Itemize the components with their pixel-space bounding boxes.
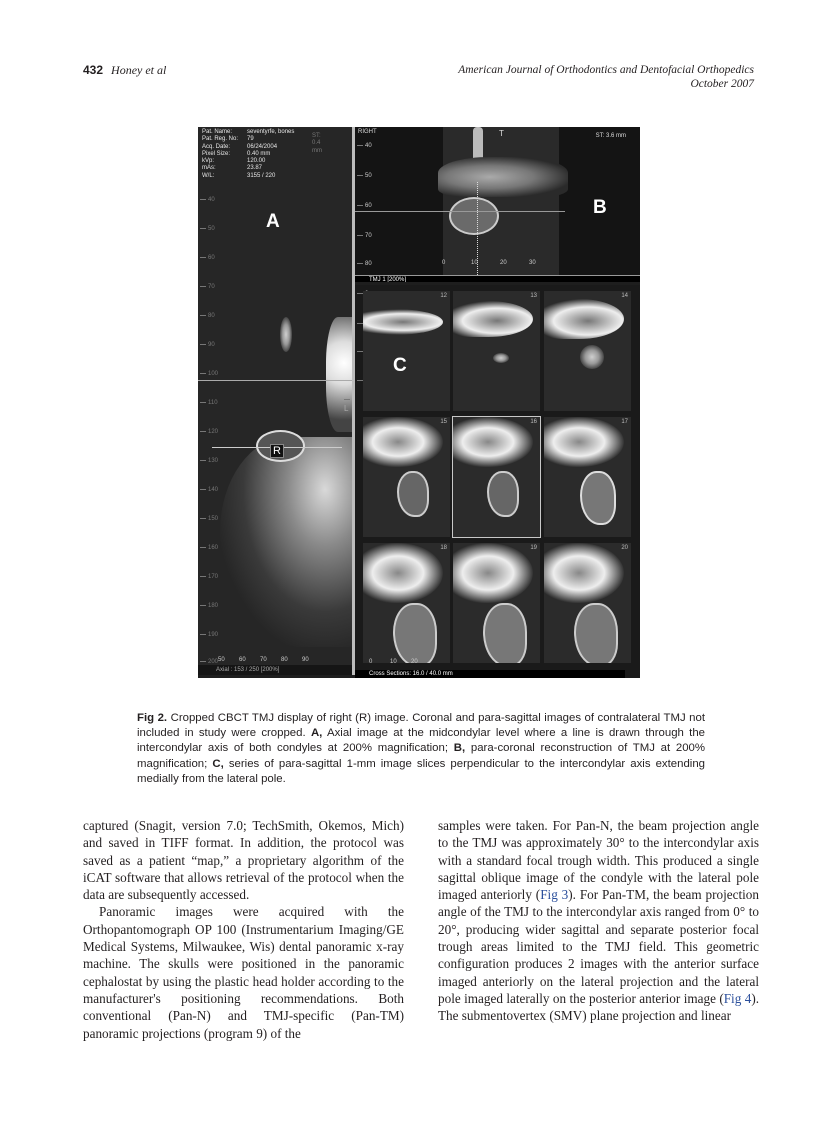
bone-image bbox=[544, 417, 624, 467]
orientation-label: RIGHT bbox=[358, 129, 377, 135]
body-column-left bbox=[83, 817, 404, 1042]
info-key: mAs: bbox=[202, 165, 216, 172]
ruler-tick: 20 bbox=[500, 260, 507, 266]
slice-20[interactable] bbox=[544, 543, 631, 663]
info-key: Pixel Size: bbox=[202, 150, 231, 157]
condyle-image bbox=[397, 471, 429, 517]
ruler-tick: 30 bbox=[529, 260, 536, 266]
slice-19[interactable] bbox=[453, 543, 540, 663]
ruler-tick: 140 bbox=[200, 487, 218, 493]
vertical-ruler bbox=[200, 127, 220, 675]
ruler-tick: 70 bbox=[357, 233, 372, 239]
condyle-image bbox=[483, 603, 527, 663]
slice-number: 13 bbox=[530, 293, 537, 299]
panel-b-paracoronal bbox=[355, 127, 640, 282]
paragraph: captured (Snagit, version 7.0; TechSmith, Okemos, Mich) and saved in TIFF format. In addition, the protocol was saved as a patient “map,” a proprietary algorithm of the iCAT software that allows retrieval of the protocol when the data are subsequently accessed. bbox=[83, 818, 404, 903]
ruler-tick: 90 bbox=[302, 657, 309, 663]
bone-image bbox=[363, 543, 443, 603]
info-value: 0.40 mm bbox=[247, 150, 271, 157]
bone-image bbox=[363, 309, 443, 335]
figure-caption bbox=[137, 711, 705, 787]
condyle-label-r: R bbox=[270, 444, 284, 458]
side-marker: L bbox=[344, 395, 352, 413]
ruler-tick: 80 bbox=[357, 261, 372, 267]
info-key: kVp: bbox=[202, 158, 215, 165]
info-value: 23.87 bbox=[247, 165, 263, 172]
slice-number: 18 bbox=[440, 545, 447, 551]
info-value: 3155 / 220 bbox=[247, 172, 276, 179]
ruler-tick: 70 bbox=[260, 657, 267, 663]
ruler-tick: 20 bbox=[411, 659, 418, 665]
bone-image bbox=[363, 417, 443, 467]
ruler-tick: 110 bbox=[200, 400, 218, 406]
info-value: 79 bbox=[247, 136, 254, 143]
panel-a-axial bbox=[198, 127, 355, 675]
panel-label-c: C bbox=[393, 355, 407, 376]
fossa-image bbox=[438, 157, 568, 197]
ruler-tick: 180 bbox=[200, 603, 218, 609]
journal-title: American Journal of Orthodontics and Dentofacial Orthopedics bbox=[458, 64, 754, 76]
bone-image bbox=[544, 299, 624, 339]
ruler-tick: 190 bbox=[200, 632, 218, 638]
ruler-tick: 0 bbox=[442, 260, 446, 266]
ruler-tick: 50 bbox=[357, 173, 372, 179]
axial-reference-line bbox=[198, 380, 352, 381]
bone-image bbox=[453, 543, 533, 603]
ruler-tick: 60 bbox=[200, 255, 215, 261]
ruler-tick: 0 bbox=[369, 659, 373, 665]
ruler-tick: 120 bbox=[200, 429, 218, 435]
ruler-tick: 50 bbox=[218, 657, 225, 663]
condyle-image bbox=[580, 471, 616, 525]
ruler-tick: 60 bbox=[239, 657, 246, 663]
info-value: 06/24/2004 bbox=[247, 143, 278, 150]
ruler-tick: 10 bbox=[390, 659, 397, 665]
dentition-image bbox=[326, 317, 355, 432]
paragraph-text: ). The submentovertex (SMV) plane projection and linear bbox=[438, 990, 760, 1024]
slice-number: 17 bbox=[621, 419, 628, 425]
caption-label: Fig 2. bbox=[137, 712, 168, 724]
top-marker: T bbox=[499, 129, 504, 138]
ruler-tick: 50 bbox=[200, 226, 215, 232]
info-key: Pat. Name: bbox=[202, 129, 233, 135]
info-key: Acq. Date: bbox=[202, 143, 231, 150]
condyle-image bbox=[574, 603, 618, 663]
panel-c-parasagittal-slices bbox=[355, 285, 640, 678]
slice-17[interactable] bbox=[544, 417, 631, 537]
info-value: 120.00 bbox=[247, 158, 266, 165]
issue-date: October 2007 bbox=[690, 78, 754, 90]
slice-16-selected[interactable] bbox=[453, 417, 540, 537]
caption-c-label: C, bbox=[212, 757, 224, 770]
info-value: seventyrfe, bones bbox=[247, 129, 295, 135]
slice-13[interactable] bbox=[453, 291, 540, 411]
bone-image bbox=[544, 543, 624, 603]
running-authors: Honey et al bbox=[111, 63, 167, 77]
figure-reference-link[interactable]: Fig 3 bbox=[540, 887, 569, 903]
ruler-tick: 60 bbox=[357, 203, 372, 209]
condyle-image bbox=[580, 345, 604, 369]
ruler-tick: 70 bbox=[200, 284, 215, 290]
info-key: Pat. Reg. No: bbox=[202, 136, 239, 143]
page-number: 432 bbox=[83, 63, 104, 77]
condyle-image bbox=[449, 197, 499, 235]
ruler-tick: 130 bbox=[200, 458, 218, 464]
tmj-status-bar: TMJ 1 [200%] bbox=[355, 275, 640, 282]
slice-number: 14 bbox=[621, 293, 628, 299]
info-key: W/L: bbox=[202, 172, 215, 179]
running-header-right bbox=[458, 63, 754, 91]
caption-b-text: para-coronal reconstruction of TMJ at 200% magnification; bbox=[137, 742, 705, 770]
slice-number: 12 bbox=[440, 293, 447, 299]
slice-12[interactable] bbox=[363, 291, 450, 411]
body-column-right bbox=[438, 817, 759, 1025]
caption-a-label: A, bbox=[310, 727, 323, 740]
reference-line bbox=[355, 211, 565, 212]
coronal-view bbox=[443, 127, 559, 275]
paragraph-text: ). For Pan-TM, the beam projection angle of the TMJ to the intercondylar axis ranged from 0° to 20°, producing wider sagittal and separate posterior focal trough areas limited to the TMJ field. This geometric configuration produces 2 images with the anterior surface imaged anteriorly on the lateral projection and the lateral pole imaged laterally on the posterior anterior image ( bbox=[438, 887, 759, 1006]
bone-image bbox=[453, 417, 533, 467]
ruler-tick: 80 bbox=[200, 313, 215, 319]
slice-thickness: ST: 0.4 mm bbox=[312, 133, 322, 154]
slice-number: 20 bbox=[621, 545, 628, 551]
slice-number: 16 bbox=[530, 419, 537, 425]
bone-image bbox=[280, 317, 292, 352]
running-header-left bbox=[83, 63, 166, 78]
vertical-ruler bbox=[357, 127, 377, 282]
condyle-image bbox=[493, 353, 509, 363]
condyle-image bbox=[487, 471, 519, 517]
paragraph bbox=[438, 817, 759, 1025]
caption-b-label: B, bbox=[453, 742, 466, 755]
figure-reference-link[interactable]: Fig 4 bbox=[723, 990, 752, 1006]
caption-a-text: Axial image at the midcondylar level where a line is drawn through the intercondylar axis of both condyles at 200% magnification; bbox=[137, 727, 706, 755]
slice-18[interactable] bbox=[363, 543, 450, 663]
caption-c-text: series of para-sagittal 1-mm image slices perpendicular to the intercondylar axis extending medially from the lateral pole. bbox=[137, 757, 705, 785]
ruler-tick: 80 bbox=[281, 657, 288, 663]
horizontal-ruler bbox=[442, 260, 558, 266]
slice-number: 19 bbox=[530, 545, 537, 551]
ruler-tick: 160 bbox=[200, 545, 218, 551]
paragraph-text: samples were taken. For Pan-N, the beam projection angle to the TMJ was approximately 30° to the intercondylar axis with a standard focal trough width. This produced a single sagittal oblique image of the condyle with the lateral pole imaged anteriorly ( bbox=[438, 818, 759, 903]
ruler-tick: 150 bbox=[200, 516, 218, 522]
slice-15[interactable] bbox=[363, 417, 450, 537]
paragraph: Panoramic images were acquired with the Orthopantomograph OP 100 (Instrumentarium Imaging/GE Medical Systems, Milwaukee, Wis) dental panoramic x-ray machine. The skulls were positioned in the panoramic cephalostat by using the plastic head holder according to the manufacturer's positioning recommendations. Both conventional (Pan-N) and TMJ-specific (Pan-TM) panoramic projections (program 9) of the bbox=[83, 904, 404, 1041]
axial-status-bar: Axial : 153 / 250 [200%] bbox=[198, 665, 352, 675]
horizontal-ruler bbox=[369, 659, 432, 665]
skull-base-image bbox=[220, 437, 355, 647]
bone-image bbox=[453, 301, 533, 337]
ruler-tick: 10 bbox=[471, 260, 478, 266]
panel-label-a: A bbox=[266, 211, 280, 232]
horizontal-ruler bbox=[218, 657, 323, 663]
ruler-tick: 170 bbox=[200, 574, 218, 580]
slice-14[interactable] bbox=[544, 291, 631, 411]
ruler-tick: 40 bbox=[200, 197, 215, 203]
ruler-tick: 100 bbox=[200, 371, 218, 377]
ruler-tick: 90 bbox=[200, 342, 215, 348]
condyle-image bbox=[393, 603, 437, 663]
panel-label-b: B bbox=[593, 197, 607, 218]
ruler-tick: 200 bbox=[200, 659, 218, 665]
slice-number: 15 bbox=[440, 419, 447, 425]
caption-text: Cropped CBCT TMJ display of right (R) image. Coronal and para-sagittal images of contralateral TMJ not included in study were cropped. bbox=[137, 712, 705, 740]
ruler-tick: 40 bbox=[357, 143, 372, 149]
cross-sections-status-bar: Cross Sections: 16.0 / 40.0 mm bbox=[355, 670, 625, 678]
figure-2-cbct-display bbox=[198, 127, 640, 678]
slice-thickness: ST: 3.6 mm bbox=[595, 133, 626, 139]
